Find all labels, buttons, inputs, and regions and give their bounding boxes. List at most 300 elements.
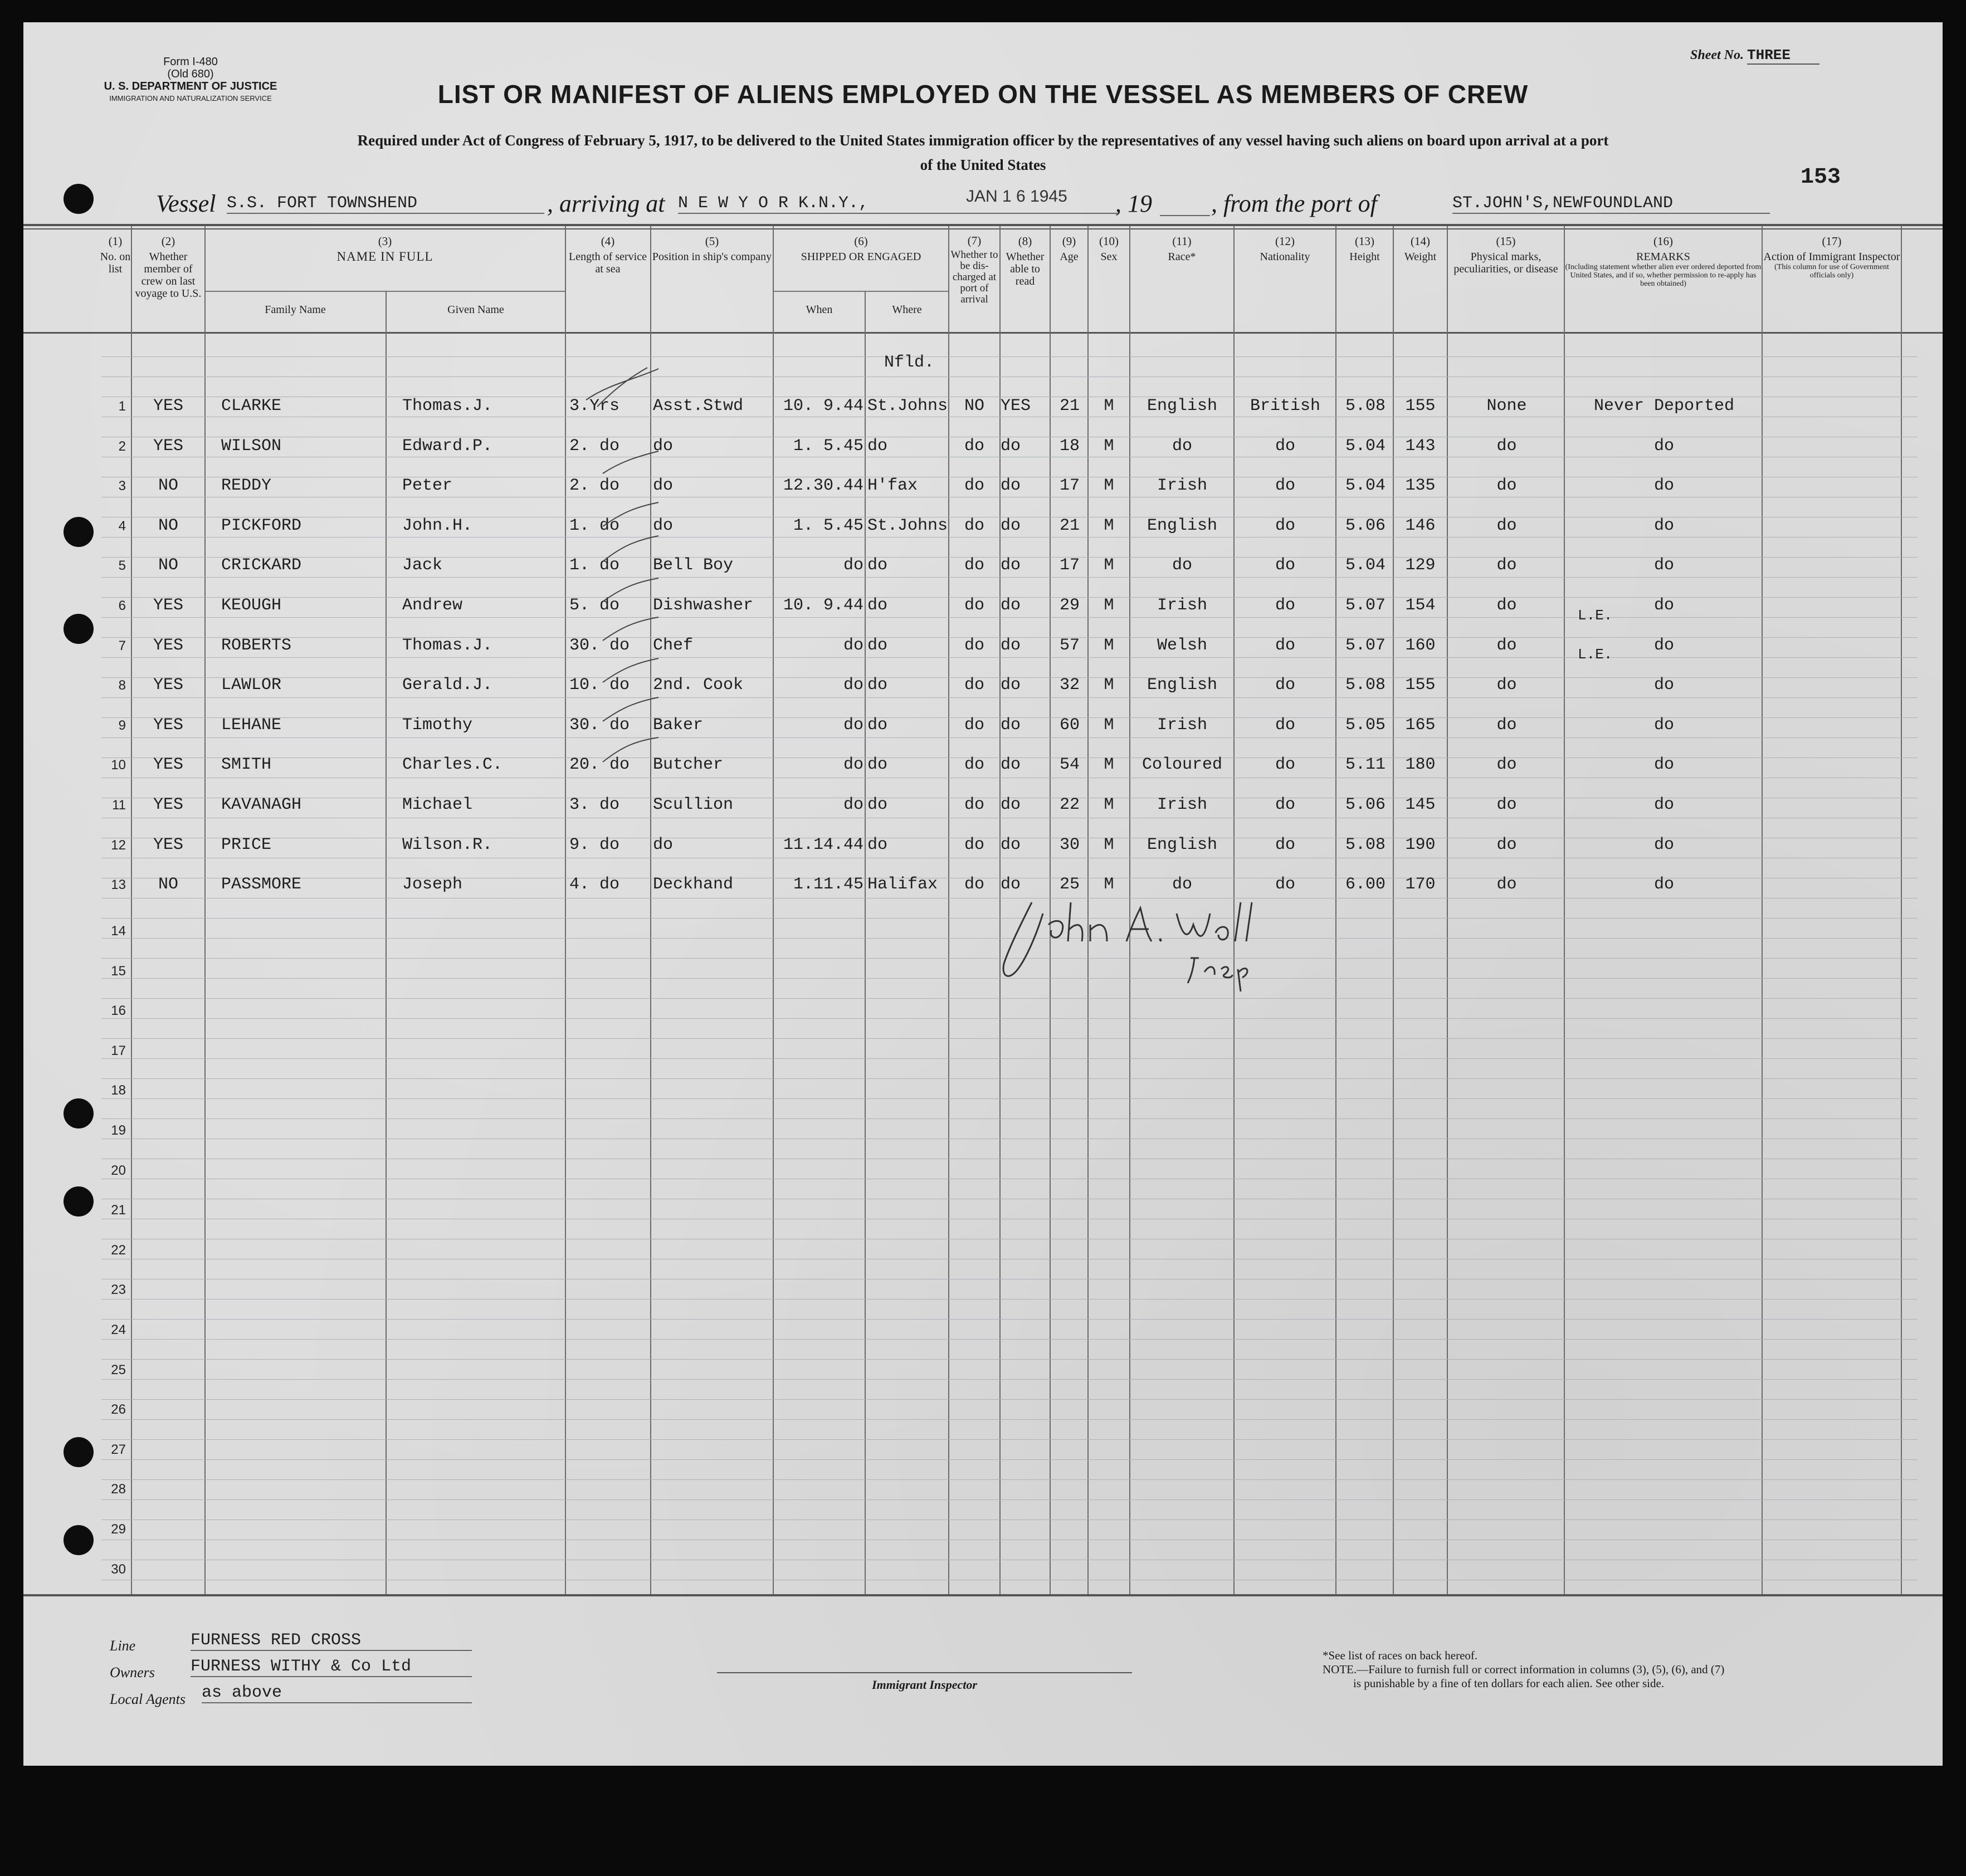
row-number: 27 [111,1442,126,1457]
cell-age: 32 [1059,676,1080,695]
row-number: 10 [111,758,126,773]
races-note: *See list of races on back hereof. [1323,1649,1478,1662]
cell-position: Butcher [653,755,724,774]
cell-sex: M [1104,636,1114,655]
ruled-line [101,1339,1918,1340]
cell-where: H'fax [867,476,918,495]
cell-position: do [653,516,674,535]
subtitle [135,128,1831,177]
row-number: 14 [111,924,126,939]
cell-marks: do [1496,596,1517,615]
cell-remarks: do [1653,836,1674,854]
cell-remarks: do [1653,437,1674,456]
ruled-line [101,697,1918,698]
ruled-line [101,1038,1918,1039]
ruled-line [101,537,1918,538]
table-top-border-2 [23,228,1943,229]
cell-sex: M [1104,716,1114,735]
footer-agents-label: Local Agents [110,1691,186,1707]
manifest-sheet [23,22,1943,1766]
cell-sex: M [1104,596,1114,615]
cell-height: 5.04 [1345,476,1386,495]
row-number: 7 [118,638,126,653]
cell-when: 10. 9.44 [783,397,864,416]
cell-height: 5.07 [1345,596,1386,615]
cell-family: ROBERTS [221,636,292,655]
cell-age: 17 [1059,476,1080,495]
cell-weight: 145 [1405,795,1436,814]
cell-sex: M [1104,476,1114,495]
cell-weight: 154 [1405,596,1436,615]
cell-height: 5.08 [1345,676,1386,695]
row-number: 15 [111,964,126,979]
cell-nat: do [1275,636,1295,655]
vessel-label: Vessel [156,190,216,217]
cell-weight: 146 [1405,516,1436,535]
name-header-divider [204,291,565,292]
header-col-6: (6) SHIPPED OR ENGAGED [801,234,921,263]
cell-race: English [1147,676,1218,695]
cell-family: PRICE [221,836,272,854]
cell-when: 1. 5.45 [793,437,864,456]
punch-hole [64,1437,94,1467]
cell-weight: 180 [1405,755,1436,774]
cell-weight: 170 [1405,875,1436,894]
vessel-name: S.S. FORT TOWNSHEND [227,194,544,214]
header-col-4: (4) Length of service at sea [569,234,647,275]
footer-line-label: Line [110,1638,136,1654]
cell-height: 5.08 [1345,836,1386,854]
sheet-label: Sheet No. [1690,48,1744,62]
cell-read: YES [1001,397,1031,416]
cell-read: do [1001,676,1021,695]
cell-last: YES [153,755,183,774]
cell-when: 1. 5.45 [793,516,864,535]
cell-disch: NO [964,397,984,416]
cell-position: Scullion [653,795,734,814]
header-col-3: (3) NAME IN FULL [336,234,433,263]
cell-nat: do [1275,516,1295,535]
cell-position: Dishwasher [653,596,754,615]
header-col-6b: Where [892,304,922,316]
header-col-3a: Family Name [265,304,326,316]
header-col-2: (2) Whether member of crew on last voyage to U.S. [135,234,202,300]
cell-sex: M [1104,676,1114,695]
cell-last: NO [158,875,178,894]
col-line [1393,226,1394,1594]
punch-hole [64,517,94,547]
cell-sex: M [1104,556,1114,575]
cell-weight: 135 [1405,476,1436,495]
footer-notes [1323,1649,1724,1691]
cell-race: do [1172,556,1192,575]
footer-owners-label: Owners [110,1664,155,1680]
cell-remarks: do [1653,716,1674,735]
cell-height: 5.06 [1345,795,1386,814]
cell-given: Gerald.J. [402,676,493,695]
cell-read: do [1001,596,1021,615]
cell-nat: do [1275,596,1295,615]
cell-given: Wilson.R. [402,836,493,854]
cell-height: 5.06 [1345,516,1386,535]
row-number: 23 [111,1282,126,1297]
cell-age: 60 [1059,716,1080,735]
header-col-6a: When [806,304,833,316]
table-bottom-border [23,1594,1943,1596]
cell-when: 1.11.45 [793,875,864,894]
cell-nat: British [1250,397,1321,416]
row-number: 2 [118,439,126,454]
ruled-line [101,1419,1918,1420]
cell-last: NO [158,556,178,575]
cell-given: Timothy [402,716,473,735]
row-number: 20 [111,1163,126,1178]
ruled-line [101,998,1918,999]
cell-remarks: do [1653,795,1674,814]
cell-family: PASSMORE [221,875,302,894]
cell-read: do [1001,476,1021,495]
cell-disch: do [964,476,984,495]
footer-owners-value: FURNESS WITHY & Co Ltd [191,1657,472,1677]
cell-nat: do [1275,875,1295,894]
cell-remarks: do [1653,596,1674,615]
cell-family: SMITH [221,755,272,774]
subtitle-line-2: of the United States [920,157,1046,173]
cell-marks: do [1496,795,1517,814]
ruled-line [101,1359,1918,1360]
cell-race: do [1172,437,1192,456]
cell-when: do [843,755,864,774]
row-number: 26 [111,1402,126,1417]
cell-nat: do [1275,676,1295,695]
cell-age: 29 [1059,596,1080,615]
cell-given: Edward.P. [402,437,493,456]
cell-where: do [867,676,888,695]
cell-weight: 155 [1405,397,1436,416]
le-mark-1: L.E. [1578,607,1613,624]
cell-nat: do [1275,476,1295,495]
cell-race: Coloured [1141,755,1223,774]
punch-hole [64,1525,94,1555]
cell-given: Charles.C. [402,755,503,774]
form-department: U. S. DEPARTMENT OF JUSTICE [104,80,277,92]
table-top-border [23,224,1943,226]
cell-read: do [1001,556,1021,575]
punch-hole [64,1186,94,1217]
cell-marks: do [1496,636,1517,655]
cell-service: 3.Yrs [569,397,620,416]
cell-height: 5.08 [1345,397,1386,416]
cell-given: Andrew [402,596,463,615]
col-line [1335,226,1336,1594]
row-number: 5 [118,558,126,573]
cell-remarks: Never Deported [1593,397,1735,416]
cell-service: 1. do [569,516,620,535]
cell-family: KEOUGH [221,596,282,615]
cell-remarks: do [1653,636,1674,655]
ruled-line [101,1098,1918,1099]
year-blank [1160,215,1210,216]
date-stamp: JAN 1 6 1945 [966,187,1067,206]
inspector-sign-line [717,1672,1132,1673]
cell-service: 30. do [569,716,630,735]
cell-age: 54 [1059,755,1080,774]
cell-age: 21 [1059,397,1080,416]
ruled-line [101,617,1918,618]
row-number: 16 [111,1003,126,1018]
row-number: 13 [111,877,126,892]
cell-family: PICKFORD [221,516,302,535]
cell-family: LAWLOR [221,676,282,695]
cell-remarks: do [1653,755,1674,774]
col-line [565,226,566,1594]
ruled-line [101,1078,1918,1079]
cell-race: Irish [1157,795,1207,814]
cell-where: St.Johns [867,516,948,535]
ruled-line [101,577,1918,578]
cell-last: YES [153,437,183,456]
cell-last: YES [153,596,183,615]
ruled-line [101,737,1918,738]
cell-service: 4. do [569,875,620,894]
row-number: 8 [118,678,126,693]
cell-when: 11.14.44 [783,836,864,854]
cell-given: Thomas.J. [402,397,493,416]
cell-position: Deckhand [653,875,734,894]
ruled-line [101,1499,1918,1500]
cell-service: 5. do [569,596,620,615]
cell-when: do [843,795,864,814]
header-col-11: (11) Race* [1168,234,1196,263]
cell-last: YES [153,795,183,814]
cell-when: 12.30.44 [783,476,864,495]
cell-race: English [1147,516,1218,535]
cell-marks: do [1496,875,1517,894]
from-label: , from the port of [1211,190,1377,217]
cell-family: LEHANE [221,716,282,735]
cell-remarks: do [1653,676,1674,695]
page-number: 153 [1801,165,1841,190]
row-number: 11 [112,798,126,813]
cell-position: Asst.Stwd [653,397,744,416]
cell-given: Joseph [402,875,463,894]
col-line [773,226,774,1594]
cell-height: 5.04 [1345,437,1386,456]
ruled-line [101,1479,1918,1480]
year-label: , 19 [1115,190,1152,217]
cell-age: 17 [1059,556,1080,575]
header-col-1: (1) No. on list [100,234,131,275]
cell-where: do [867,636,888,655]
cell-nat: do [1275,836,1295,854]
col-line [948,226,949,1594]
ruled-line [101,1459,1918,1460]
row-number: 1 [118,399,126,414]
header-col-13: (13) Height [1349,234,1380,263]
ruled-line [101,1379,1918,1380]
cell-race: English [1147,397,1218,416]
cell-position: do [653,476,674,495]
subtitle-line-1: Required under Act of Congress of February 5, 1917, to be delivered to the United States immigration officer by the representatives of any vessel having such aliens on board upon arrival at a port [357,132,1609,149]
nfld-note: Nfld. [884,353,935,372]
row-number: 29 [111,1522,126,1537]
cell-last: YES [153,676,183,695]
arriving-label: , arriving at [547,190,665,217]
punch-hole [64,1098,94,1128]
cell-weight: 155 [1405,676,1436,695]
cell-age: 57 [1059,636,1080,655]
cell-nat: do [1275,795,1295,814]
cell-when: do [843,716,864,735]
cell-marks: None [1486,397,1527,416]
cell-marks: do [1496,836,1517,854]
cell-weight: 165 [1405,716,1436,735]
from-port: ST.JOHN'S,NEWFOUNDLAND [1452,194,1770,214]
col-line [1762,226,1763,1594]
row-number: 6 [118,598,126,613]
cell-marks: do [1496,516,1517,535]
cell-read: do [1001,516,1021,535]
service-checkmarks [575,356,697,913]
row-number: 4 [118,519,126,534]
cell-age: 30 [1059,836,1080,854]
cell-read: do [1001,836,1021,854]
header-col-3b: Given Name [447,304,504,316]
row-number: 28 [111,1482,126,1497]
cell-position: Bell Boy [653,556,734,575]
cell-family: CRICKARD [221,556,302,575]
col-line [1901,226,1902,1594]
sheet-value: THREE [1747,47,1819,65]
cell-service: 2. do [569,476,620,495]
ruled-line [101,1439,1918,1440]
arriving-port: N E W Y O R K.N.Y., [678,194,1118,214]
cell-last: YES [153,636,183,655]
cell-age: 21 [1059,516,1080,535]
cell-disch: do [964,437,984,456]
header-col-14: (14) Weight [1404,234,1437,263]
cell-service: 2. do [569,437,620,456]
cell-given: John.H. [402,516,473,535]
shipped-header-divider [773,291,948,292]
cell-where: St.Johns [867,397,948,416]
cell-disch: do [964,875,984,894]
cell-weight: 129 [1405,556,1436,575]
cell-nat: do [1275,437,1295,456]
header-col-17: (17) Action of Immigrant Inspector (This column for use of Government officials only) [1763,234,1900,280]
cell-weight: 160 [1405,636,1436,655]
row-number: 12 [111,838,126,853]
cell-remarks: do [1653,476,1674,495]
row-number: 18 [111,1083,126,1098]
cell-disch: do [964,556,984,575]
ruled-line [101,657,1918,658]
cell-race: do [1172,875,1192,894]
header-col-15: (15) Physical marks, peculiarities, or disease [1453,234,1558,275]
cell-service: 20. do [569,755,630,774]
row-number: 17 [111,1043,126,1058]
cell-marks: do [1496,556,1517,575]
cell-height: 5.07 [1345,636,1386,655]
cell-last: YES [153,397,183,416]
cell-family: CLARKE [221,397,282,416]
col-line [386,291,387,1594]
cell-where: do [867,836,888,854]
cell-height: 5.11 [1345,755,1386,774]
cell-race: Irish [1157,596,1207,615]
cell-nat: do [1275,755,1295,774]
cell-last: NO [158,476,178,495]
cell-remarks: do [1653,875,1674,894]
cell-sex: M [1104,755,1114,774]
cell-position: Baker [653,716,704,735]
le-mark-2: L.E. [1578,646,1613,663]
cell-read: do [1001,636,1021,655]
cell-sex: M [1104,516,1114,535]
cell-when: do [843,556,864,575]
cell-disch: do [964,676,984,695]
cell-service: 9. do [569,836,620,854]
cell-given: Jack [402,556,443,575]
cell-read: do [1001,437,1021,456]
cell-height: 5.05 [1345,716,1386,735]
punch-hole [64,184,94,214]
inspector-signature [970,880,1282,991]
ruled-line [101,1118,1918,1119]
cell-remarks: do [1653,516,1674,535]
cell-weight: 143 [1405,437,1436,456]
header-col-9: (9) Age [1060,234,1079,263]
ruled-line [101,1018,1918,1019]
cell-position: 2nd. Cook [653,676,744,695]
col-line [865,291,866,1594]
cell-family: REDDY [221,476,272,495]
cell-weight: 190 [1405,836,1436,854]
cell-family: KAVANAGH [221,795,302,814]
cell-read: do [1001,755,1021,774]
cell-sex: M [1104,437,1114,456]
fine-note-2: is punishable by a fine of ten dollars for each alien. See other side. [1353,1677,1665,1690]
cell-disch: do [964,516,984,535]
cell-read: do [1001,795,1021,814]
cell-marks: do [1496,716,1517,735]
cell-read: do [1001,716,1021,735]
ruled-line [101,1399,1918,1400]
cell-where: do [867,716,888,735]
cell-nat: do [1275,556,1295,575]
col-line [1564,226,1565,1594]
cell-last: YES [153,836,183,854]
cell-where: do [867,556,888,575]
cell-disch: do [964,596,984,615]
cell-where: do [867,437,888,456]
row-number: 9 [118,718,126,733]
cell-age: 18 [1059,437,1080,456]
cell-nat: do [1275,716,1295,735]
row-number: 25 [111,1362,126,1377]
ruled-line [101,356,1918,357]
cell-sex: M [1104,875,1114,894]
cell-age: 25 [1059,875,1080,894]
form-old-number: (Old 680) [167,68,214,80]
cell-marks: do [1496,476,1517,495]
cell-given: Peter [402,476,453,495]
cell-sex: M [1104,795,1114,814]
ruled-line [101,1319,1918,1320]
form-number: Form I-480 [163,56,218,68]
cell-disch: do [964,755,984,774]
cell-given: Michael [402,795,473,814]
